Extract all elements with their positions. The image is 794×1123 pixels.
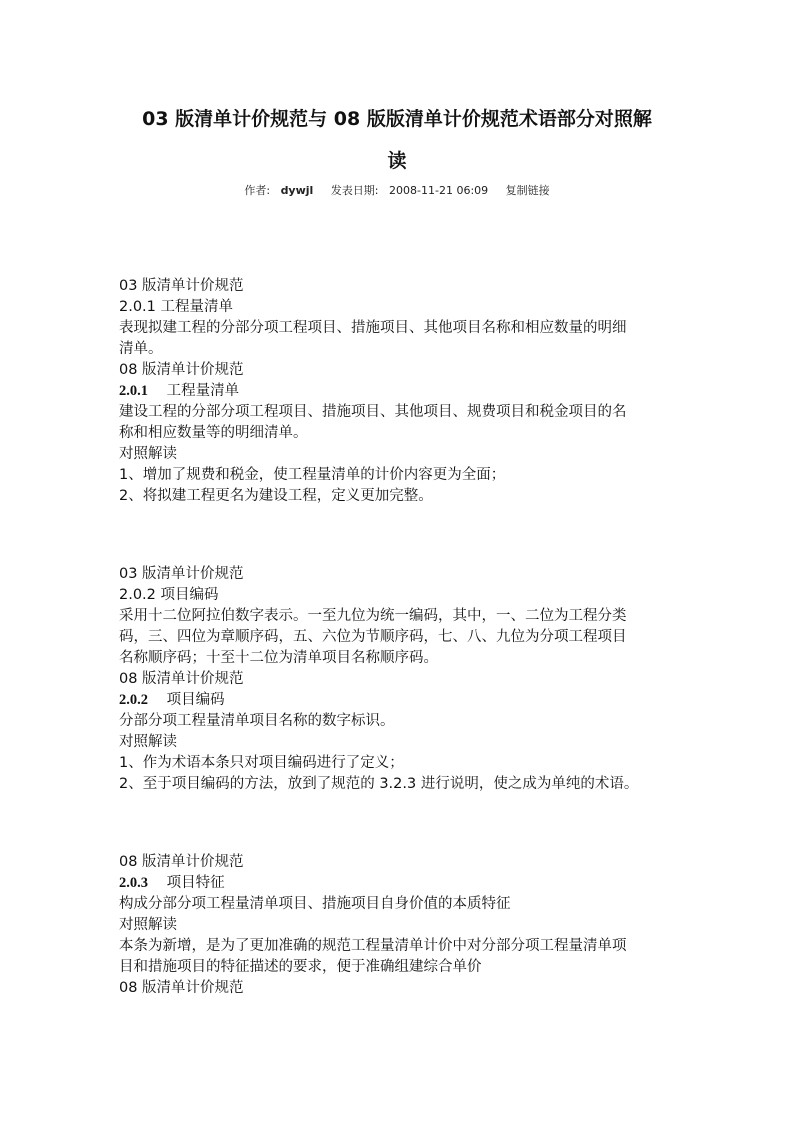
date-label: 发表日期: [330,184,379,197]
section-3-comparison-line-2: 目和措施项目的特征描述的要求，便于准确组建综合单价 [119,959,482,975]
section-2-comparison-item-1: 1、作为术语本条只对项目编码进行了定义； [119,755,404,771]
section-1-comparison-item-2: 2、将拟建工程更名为建设工程，定义更加完整。 [119,488,433,504]
section-1-definition-08-line-2: 称和相应数量等的明细清单。 [119,425,308,441]
section-2-heading-03: 03 版清单计价规范 [119,566,244,582]
section-1-heading-03: 03 版清单计价规范 [119,278,244,294]
publish-date: 2008-11-21 06:09 [389,184,489,197]
section-2-definition-08: 分部分项工程量清单项目名称的数字标识。 [119,713,395,729]
term-number: 2.0.1 [119,383,148,399]
section-3-comparison-heading: 对照解读 [119,917,177,933]
term-number: 2.0.2 [119,692,148,708]
author-label: 作者: [244,184,271,197]
section-3-next-heading-08: 08 版清单计价规范 [119,980,244,996]
author-name[interactable]: dywjl [280,184,314,197]
section-3-definition-08: 构成分部分项工程量清单项目、措施项目自身价值的本质特征 [119,896,511,912]
copy-link-button[interactable]: 复制链接 [505,184,550,197]
section-2-definition-03-line-3: 名称顺序码；十至十二位为清单项目名称顺序码。 [119,650,438,666]
section-3-comparison-line-1: 本条为新增，是为了更加准确的规范工程量清单计价中对分部分项工程量清单项 [119,938,627,954]
document-title-line-1: 03 版清单计价规范与 08 版版清单计价规范术语部分对照解 [142,108,652,130]
section-1-definition-03-line-2: 清单。 [119,341,163,357]
section-1-term-08 [119,381,239,401]
section-1-comparison-heading: 对照解读 [119,446,177,462]
section-3-term-08 [119,873,225,893]
term-name: 项目特征 [166,875,225,891]
term-name: 工程量清单 [166,383,240,399]
section-2-comparison-heading: 对照解读 [119,734,177,750]
section-1-heading-08: 08 版清单计价规范 [119,362,244,378]
term-number: 2.0.3 [119,875,148,891]
section-2-term-08 [119,690,225,710]
section-2-comparison-item-2: 2、至于项目编码的方法，放到了规范的 3.2.3 进行说明，使之成为单纯的术语。 [119,776,639,792]
term-name: 项目编码 [166,692,225,708]
section-2-definition-03-line-2: 码，三、四位为章顺序码，五、六位为节顺序码，七、八、九位为分项工程项目 [119,629,627,645]
section-1-definition-03-line-1: 表现拟建工程的分部分项工程项目、措施项目、其他项目名称和相应数量的明细 [119,320,627,336]
section-1-term-03: 2.0.1 工程量清单 [119,299,234,315]
section-2-heading-08: 08 版清单计价规范 [119,671,244,687]
document-title-line-2: 读 [387,150,407,172]
section-3-heading-08: 08 版清单计价规范 [119,854,244,870]
section-2-term-03: 2.0.2 项目编码 [119,587,219,603]
section-1-definition-08-line-1: 建设工程的分部分项工程项目、措施项目、其他项目、规费项目和税金项目的名 [119,404,627,420]
section-1-comparison-item-1: 1、增加了规费和税金，使工程量清单的计价内容更为全面； [119,467,506,483]
article-meta [60,182,734,198]
section-2-definition-03-line-1: 采用十二位阿拉伯数字表示。一至九位为统一编码，其中，一、二位为工程分类 [119,608,627,624]
